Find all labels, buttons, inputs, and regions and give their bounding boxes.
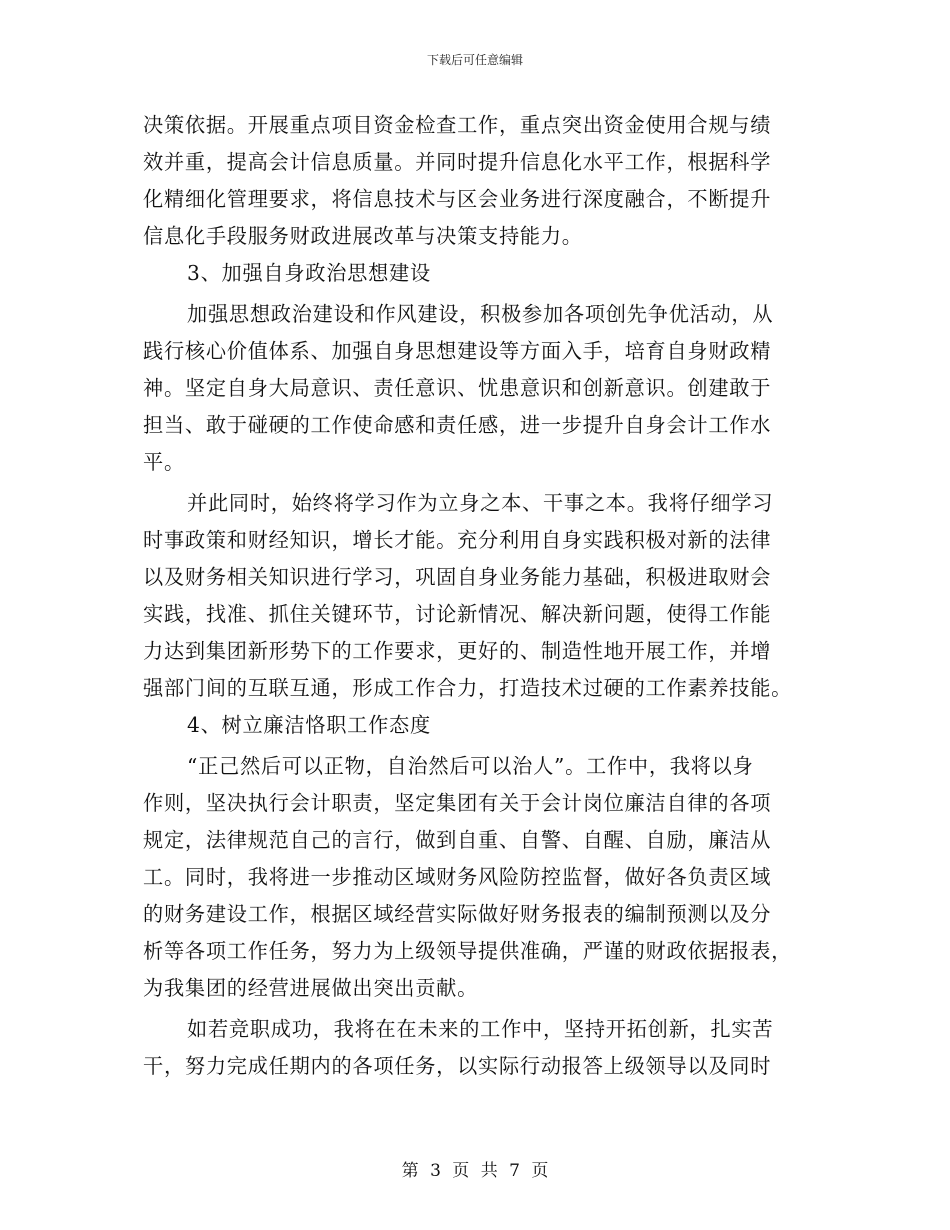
text-line: 担当、敢于碰硬的工作使命感和责任感，进一步提升自身会计工作水 bbox=[143, 413, 772, 437]
paragraph bbox=[143, 107, 813, 255]
text-line: “正己然后可以正物，自治然后可以治人”。工作中，我将以身 bbox=[187, 754, 754, 778]
page-footer: 第 3 页 共 7 页 bbox=[401, 1161, 549, 1181]
paragraph bbox=[143, 1011, 813, 1085]
section-heading bbox=[143, 255, 813, 292]
text-line: 规定，法律规范自己的言行，做到自重、自警、自醒、自励，廉洁从 bbox=[143, 828, 772, 852]
text-line: 工。同时，我将进一步推动区域财务风险防控监督，做好各负责区域 bbox=[143, 865, 772, 889]
text-line: 力达到集团新形势下的工作要求，更好的、制造性地开展工作，并增 bbox=[143, 639, 772, 663]
text-line: 干，努力完成任期内的各项任务，以实际行动报答上级领导以及同时 bbox=[143, 1054, 772, 1078]
paragraph bbox=[143, 748, 813, 1007]
paragraph bbox=[143, 296, 813, 481]
text-line: 信息化手段服务财政进展改革与决策支持能力。 bbox=[143, 224, 583, 248]
text-line: 践行核心价值体系、加强自身思想建设等方面入手，培育自身财政精 bbox=[143, 339, 772, 363]
text-line: 并此同时，始终将学习作为立身之本、干事之本。我将仔细学习 bbox=[187, 491, 774, 515]
text-line: 的财务建设工作，根据区域经营实际做好财务报表的编制预测以及分 bbox=[143, 902, 772, 926]
text-line: 决策依据。开展重点项目资金检查工作，重点突出资金使用合规与绩 bbox=[143, 113, 772, 137]
section-heading bbox=[143, 707, 813, 744]
document-body bbox=[143, 107, 813, 1085]
text-line: 效并重，提高会计信息质量。并同时提升信息化水平工作，根据科学 bbox=[143, 150, 772, 174]
text-line: 平。 bbox=[143, 450, 185, 474]
text-line: 作则，坚决执行会计职责，坚定集团有关于会计岗位廉洁自律的各项 bbox=[143, 791, 772, 815]
text-line: 强部门间的互联互通，形成工作合力，打造技术过硬的工作素养技能。 bbox=[143, 676, 793, 700]
text-line: 神。坚定自身大局意识、责任意识、忧患意识和创新意识。创建敢于 bbox=[143, 376, 772, 400]
text-line: 为我集团的经营进展做出突出贡献。 bbox=[143, 976, 479, 1000]
heading-text: 3、加强自身政治思想建设 bbox=[187, 261, 431, 285]
heading-text: 4、树立廉洁恪职工作态度 bbox=[187, 713, 431, 737]
text-line: 加强思想政治建设和作风建设，积极参加各项创先争优活动，从 bbox=[187, 302, 774, 326]
text-line: 析等各项工作任务，努力为上级领导提供准确，严谨的财政依据报表， bbox=[143, 939, 793, 963]
text-line: 化精细化管理要求，将信息技术与区会业务进行深度融合，不断提升 bbox=[143, 187, 772, 211]
page-header: 下载后可任意编辑 bbox=[426, 53, 523, 67]
paragraph bbox=[143, 485, 813, 707]
text-line: 时事政策和财经知识，增长才能。充分利用自身实践积极对新的法律 bbox=[143, 528, 772, 552]
text-line: 实践，找准、抓住关键环节，讨论新情况、解决新问题，使得工作能 bbox=[143, 602, 772, 626]
text-line: 如若竞职成功，我将在在未来的工作中，坚持开拓创新，扎实苦 bbox=[187, 1017, 774, 1041]
text-line: 以及财务相关知识进行学习，巩固自身业务能力基础，积极进取财会 bbox=[143, 565, 772, 589]
